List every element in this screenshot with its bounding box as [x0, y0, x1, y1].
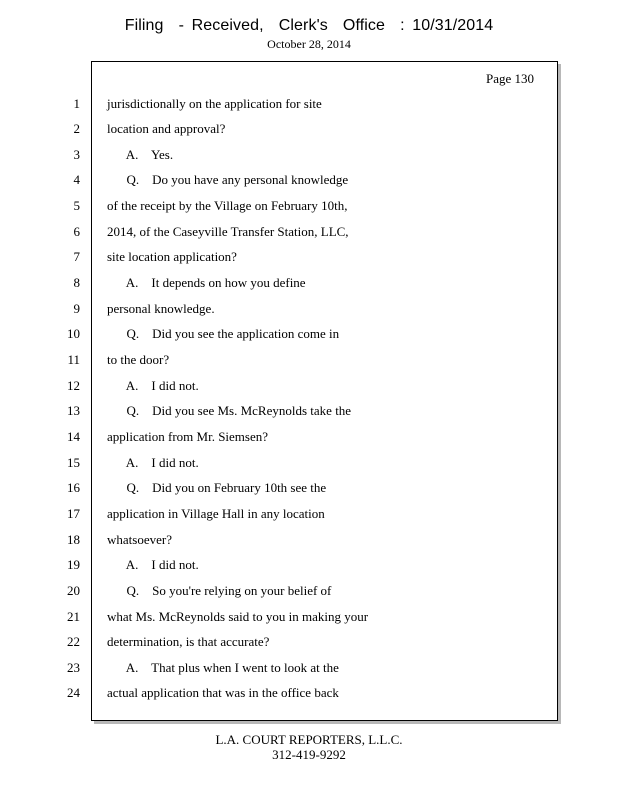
line-number: 22	[67, 634, 80, 650]
line-number: 12	[67, 377, 80, 393]
transcript-line-text: A. It depends on how you define	[107, 275, 306, 290]
line-number: 17	[67, 505, 80, 521]
transcript-line-text: A. I did not.	[107, 454, 199, 470]
transcript-line-text: application from Mr. Siemsen?	[107, 428, 269, 444]
transcript-line-text: A. That plus when I went to look at the	[107, 659, 339, 675]
filing-stamp: Filing - Received, Clerk's Office : 10/31/2014	[124, 17, 494, 34]
line-number: 14	[67, 428, 80, 444]
line-number: 7	[73, 249, 80, 265]
line-number: 9	[73, 300, 80, 316]
line-number: 2	[73, 121, 80, 137]
line-number: 5	[73, 198, 80, 214]
transcript-line-text: jurisdictionally on the application for site	[107, 95, 322, 111]
transcript-line-text: determination, is that accurate?	[107, 634, 270, 650]
page-number: Page 130	[485, 71, 534, 86]
transcript-line-text: A. I did not.	[107, 377, 199, 393]
court-reporter-name: L.A. COURT REPORTERS, L.L.C.	[215, 732, 403, 747]
transcript-line-text: Q. So you're relying on your belief of	[107, 582, 332, 598]
line-number: 10	[67, 326, 80, 342]
transcript-line-text: Q. Did you see the application come in	[107, 326, 340, 342]
transcript-line-text: location and approval?	[107, 121, 226, 137]
line-number: 18	[67, 531, 80, 547]
line-number: 13	[67, 403, 80, 419]
line-number: 21	[67, 608, 80, 624]
line-number: 15	[67, 454, 80, 470]
transcript-line-text: Q. Did you on February 10th see the	[107, 480, 327, 496]
transcript-line-text: personal knowledge.	[107, 300, 215, 316]
transcript-line-text: application in Village Hall in any location	[107, 505, 325, 521]
line-number: 6	[73, 223, 80, 239]
transcript-line-text: A. I did not.	[107, 557, 199, 573]
line-number: 24	[67, 685, 80, 701]
line-number: 1	[73, 95, 80, 111]
line-number: 3	[73, 146, 80, 162]
transcript-line-text: A. Yes.	[107, 146, 174, 162]
transcript-line-text: of the receipt by the Village on February 10th,	[107, 198, 348, 214]
transcript-line-text: whatsoever?	[107, 531, 172, 547]
transcript-line-text: site location application?	[107, 249, 237, 265]
court-reporter-phone: 312-419-9292	[272, 747, 346, 762]
transcript-line-text: to the door?	[107, 352, 170, 367]
transcript-line-text: Q. Did you see Ms. McReynolds take the	[107, 403, 352, 419]
transcript-line-text: what Ms. McReynolds said to you in making your	[107, 608, 369, 624]
deposition-date: October 28, 2014	[267, 37, 351, 51]
transcript-line-text: actual application that was in the office back	[107, 685, 339, 701]
line-number: 19	[67, 557, 80, 573]
line-number: 4	[73, 172, 80, 188]
line-number: 20	[67, 582, 80, 598]
transcript-line-text: Q. Do you have any personal knowledge	[107, 172, 349, 188]
line-number: 11	[67, 352, 80, 367]
line-number: 16	[67, 480, 80, 496]
line-number: 23	[67, 659, 80, 675]
line-number: 8	[73, 275, 80, 290]
transcript-line-text: 2014, of the Caseyville Transfer Station, LLC,	[107, 223, 349, 239]
